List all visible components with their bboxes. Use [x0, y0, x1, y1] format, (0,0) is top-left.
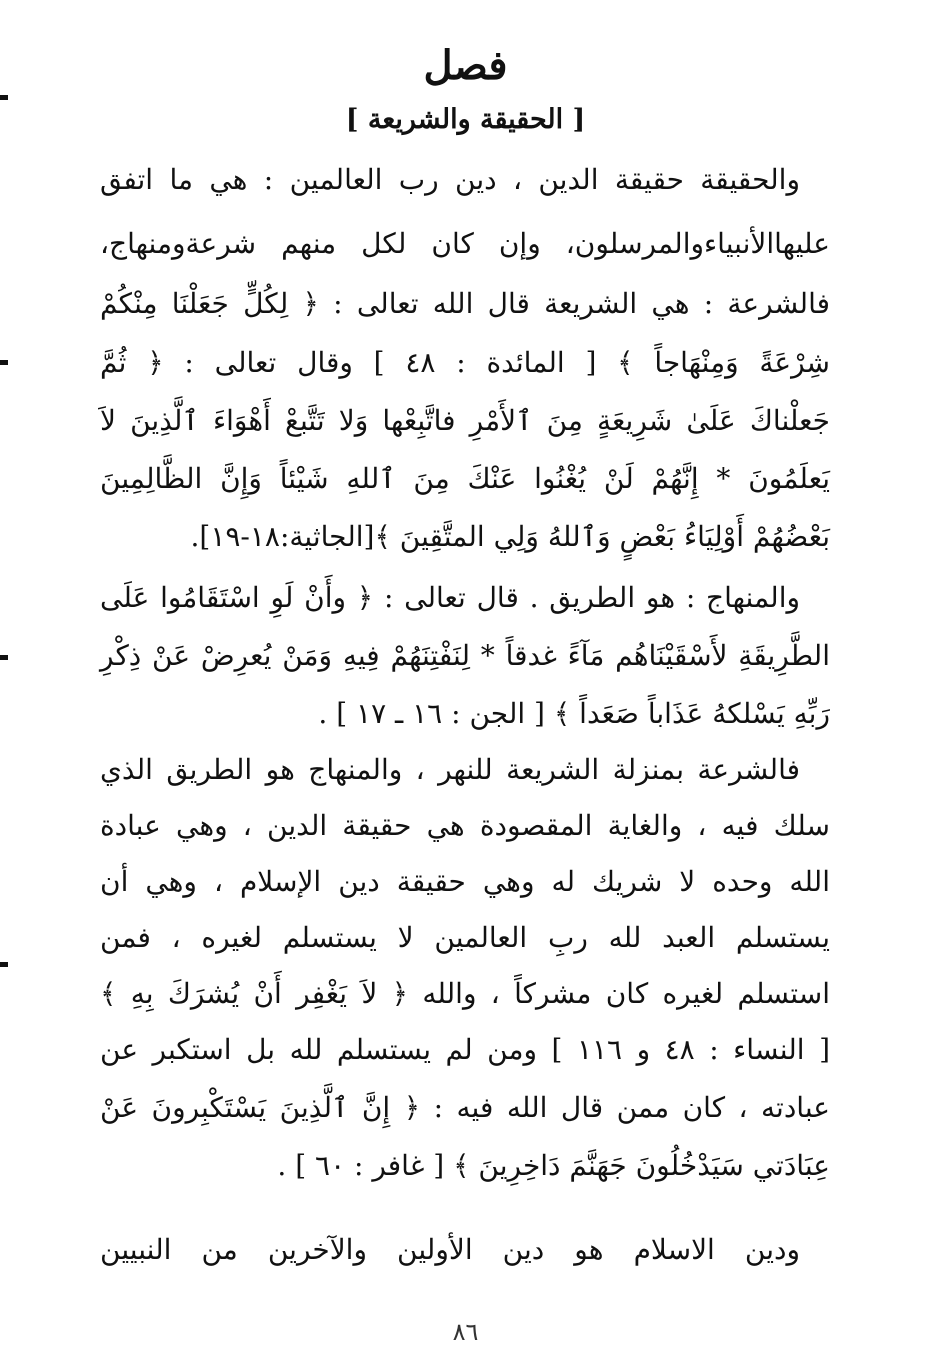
text-line: والمنهاج : هو الطريق . قال تعالى : ﴿ وأَنْ لَوِ اسْتَقَامُوا عَلَى: [100, 581, 800, 614]
section-title: فصل: [423, 42, 508, 89]
text-line: ودين الاسلام هو دين الأولين والآخرين من النبيين: [100, 1233, 800, 1266]
binding-mark: [0, 95, 8, 100]
text-line: بَعْضُهُمْ أَوْلِيَاءُ بَعْضٍ وَٱللهُ وَلِي المتَّقِينَ ﴾[الجاثية:١٨-١٩].: [190, 520, 830, 553]
page-number: ٨٦: [452, 1318, 479, 1346]
text-line: عليهاالأنبياءوالمرسلون، وإن كان لكل منهم شرعةومنهاج،: [100, 227, 830, 260]
text-line: الله وحده لا شريك له وهي حقيقة دين الإسلام ، وهي أن: [100, 865, 830, 898]
text-line: [ النساء : ٤٨ و ١١٦ ] ومن لم يستسلم لله بل استكبر عن: [100, 1033, 830, 1066]
section-subtitle: [ الحقيقة والشريعة ]: [345, 104, 586, 135]
text-line: سلك فيه ، والغاية المقصودة هي حقيقة الدين ، وهي عبادة: [100, 809, 830, 842]
text-line: يستسلم العبد لله ربِ العالمين لا يستسلم لغيره ، فمن: [100, 921, 830, 954]
text-line: رَبِّهِ يَسْلكهُ عَذَاباً صَعَداً ﴾ [ الجن : ١٦ ـ ١٧ ] .: [318, 697, 830, 730]
binding-mark: [0, 360, 8, 365]
text-line: شِرْعَةً وَمِنْهَاجاً ﴾ [ المائدة : ٤٨ ] وقال تعالى : ﴿ ثُمَّ: [100, 346, 831, 379]
binding-mark: [0, 655, 8, 660]
text-line: والحقيقة حقيقة الدين ، دين رب العالمين : هي ما اتفق: [100, 163, 800, 196]
text-line: استسلم لغيره كان مشركاً ، والله ﴿ لاَ يَغْفِر أَنْ يُشرَكَ بِهِ ﴾: [100, 977, 830, 1010]
text-line: عبادته ، كان ممن قال الله فيه : ﴿ إِنَّ ٱلَّذِينَ يَسْتَكْبِرونَ عَنْ: [100, 1091, 830, 1124]
binding-mark: [0, 962, 8, 967]
text-line: يَعلَمُونَ * إِنَّهُمْ لَنْ يُغْنُوا عَنْكَ مِنَ ٱللهِ شَيْئاً وَإِنَّ الظَّالِمِينَ: [100, 462, 830, 495]
text-line: الطَّرِيقَةِ لأَسْقَيْنَاهُم مَآءً غدقاً * لِنَفْتِنَهُمْ فِيهِ وَمَنْ يُعرِضْ عَنْ ذِكْرِ: [100, 639, 830, 672]
text-line: جَعلْناكَ عَلَىٰ شَرِيعَةٍ مِنَ ٱلأَمْرِ فاتَّبِعْها وَلا تَتَّبعْ أَهْوَاءَ ٱلَّذِينَ لاَ: [100, 404, 830, 437]
text-line: فالشرعة : هي الشريعة قال الله تعالى : ﴿ لِكُلٍّ جَعَلْنَا مِنْكُمْ: [100, 287, 830, 320]
text-line: فالشرعة بمنزلة الشريعة للنهر ، والمنهاج هو الطريق الذي: [100, 753, 800, 786]
text-line: عِبَادَتي سَيَدْخُلُونَ جَهَنَّمَ دَاخِرِينَ ﴾ [ غافر : ٦٠ ] .: [277, 1149, 830, 1182]
